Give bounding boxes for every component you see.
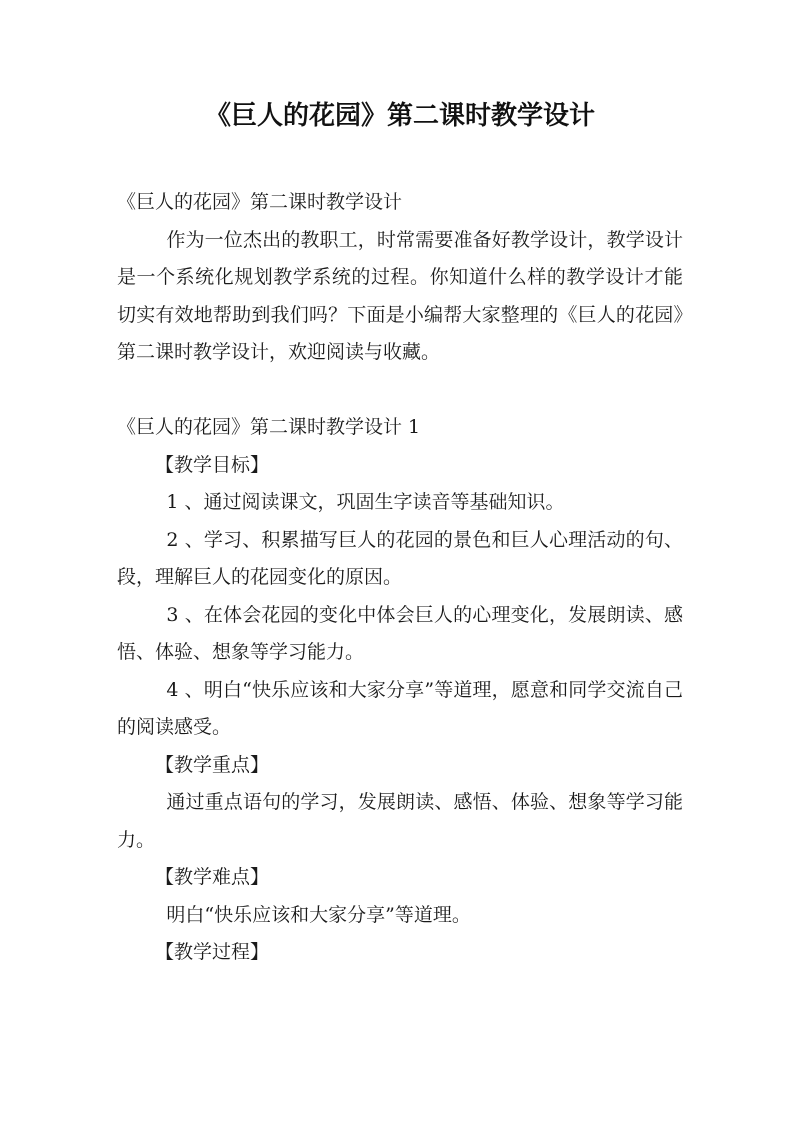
goal-item-2: 2 、学习、积累描写巨人的花园的景色和巨人心理活动的句、段，理解巨人的花园变化的原因。 [117, 528, 683, 588]
section-heading: 《巨人的花园》第二课时教学设计 1 [117, 416, 421, 438]
key-points-heading: 【教学重点】 [155, 753, 270, 776]
blank-line [117, 372, 683, 410]
document-body [117, 184, 683, 972]
goal-item-1: 1 、通过阅读课文，巩固生字读音等基础知识。 [166, 491, 565, 513]
goal-item-3: 3 、在体会花园的变化中体会巨人的心理变化，发展朗读、感悟、体验、想象等学习能力。 [117, 603, 683, 663]
intro-paragraph: 作为一位杰出的教职工，时常需要准备好教学设计，教学设计是一个系统化规划教学系统的过程。你知道什么样的教学设计才能切实有效地帮助到我们吗？下面是小编帮大家整理的《巨人的花园》第二课时教学设计，欢迎阅读与收藏。 [117, 228, 683, 363]
document-title: 《巨人的花园》第二课时教学设计 [204, 101, 595, 131]
key-points-text: 通过重点语句的学习，发展朗读、感悟、体验、想象等学习能力。 [117, 791, 683, 851]
difficulty-text: 明白“快乐应该和大家分享”等道理。 [166, 903, 471, 926]
goals-heading: 【教学目标】 [155, 453, 270, 476]
goal-item-4: 4 、明白“快乐应该和大家分享”等道理，愿意和同学交流自己的阅读感受。 [117, 678, 683, 738]
difficulty-heading: 【教学难点】 [155, 866, 270, 888]
process-heading: 【教学过程】 [155, 941, 270, 963]
intro-heading: 《巨人的花园》第二课时教学设计 [117, 191, 403, 213]
